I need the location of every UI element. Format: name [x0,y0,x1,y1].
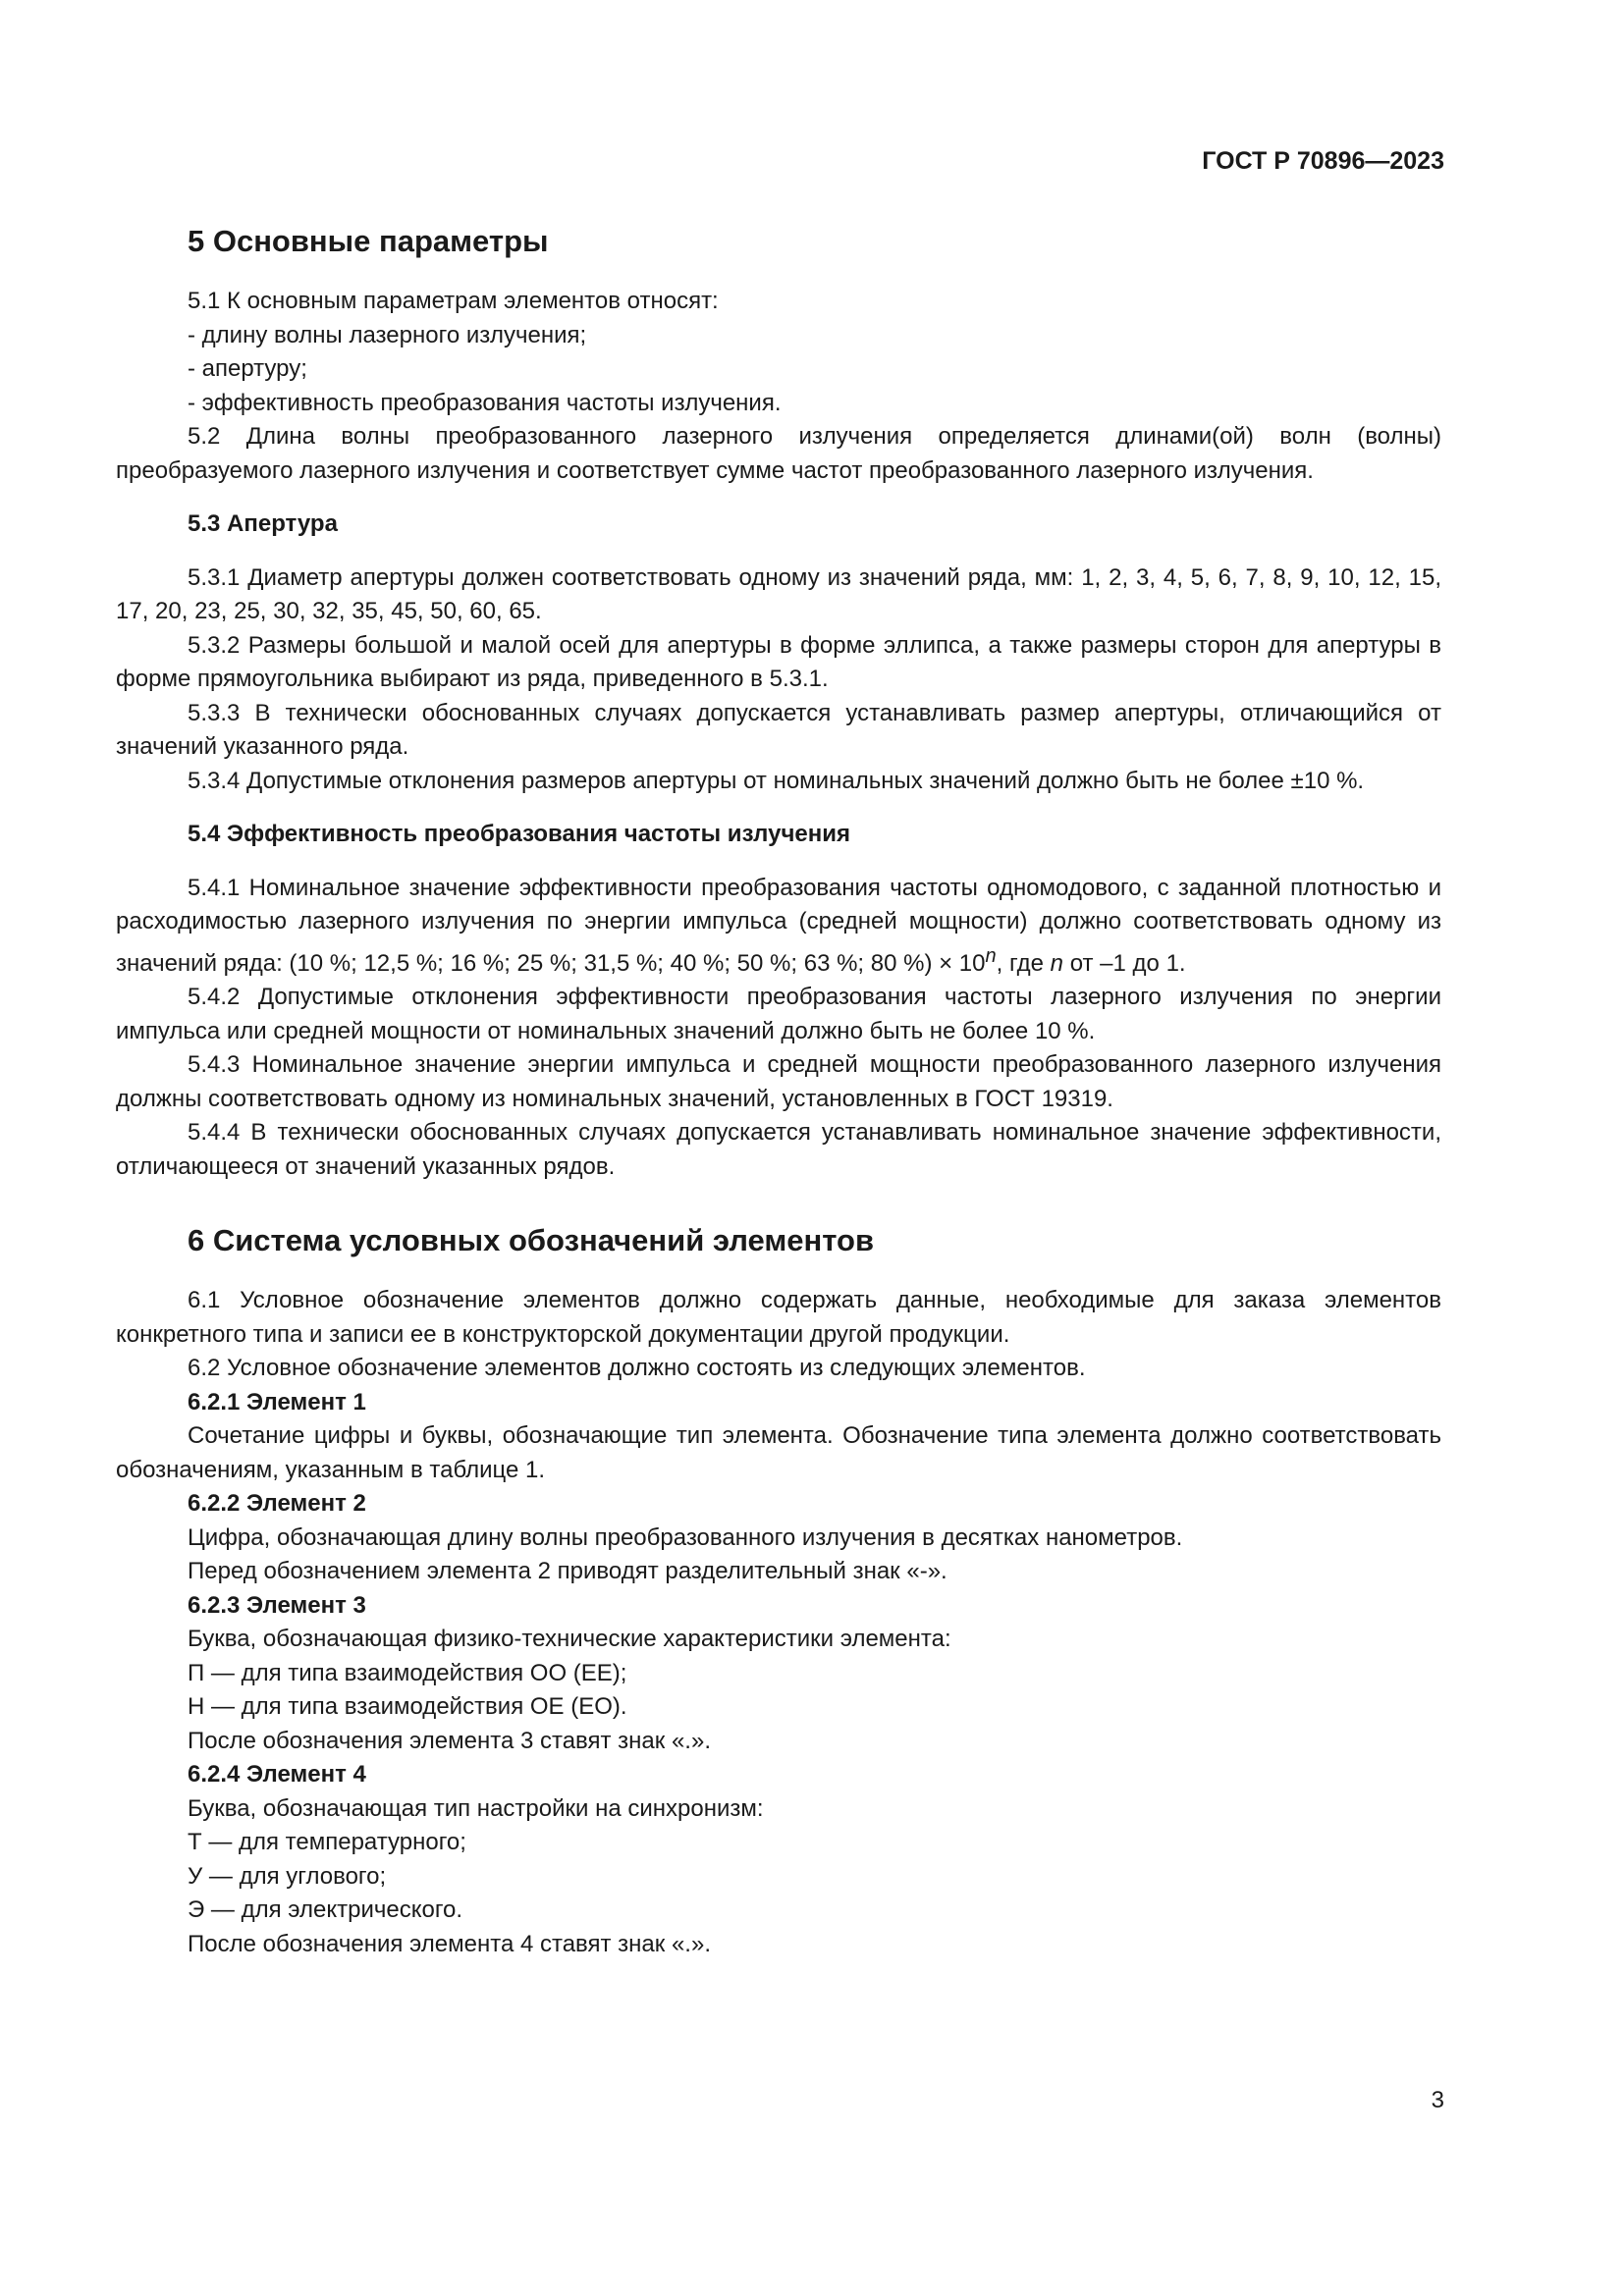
clause-6-2-4-b: Т — для температурного; [188,1829,466,1855]
page-number: 3 [1431,2087,1444,2113]
section-5-title: 5 Основные параметры [188,224,549,258]
clause-6-2-2-a: Цифра, обозначающая длину волны преобразованного излучения в десятках нанометров. [188,1523,1183,1551]
heading-6-2-4: 6.2.4 Элемент 4 [188,1761,366,1788]
heading-6-2-1: 6.2.1 Элемент 1 [188,1388,366,1415]
list-item: - длину волны лазерного излучения; [188,321,587,348]
clause-5-2: 5.2 Длина волны преобразованного лазерного излучения определяется длинами(ой) волн (волны) преобразуемого лазерного излучения и соответствует сумме частот преобразованного лазерного излучения. [116,423,1441,484]
page-content [116,222,1441,1961]
list-item: - эффективность преобразования частоты излучения. [188,389,782,416]
clause-5-4-3: 5.4.3 Номинальное значение энергии импульса и средней мощности преобразованного лазерного излучения должны соответствовать одному из номинальных значений, установленных в ГОСТ 19319. [116,1051,1441,1112]
clause-5-3-1: 5.3.1 Диаметр апертуры должен соответствовать одному из значений ряда, мм: 1, 2, 3, 4, 5, 6, 7, 8, 9, 10, 12, 15, 17, 20, 23, 25, 30, 32, 35, 45, 50, 60, 65. [116,563,1441,624]
document-id: ГОСТ Р 70896—2023 [1202,147,1444,175]
clause-6-2-4-c: У — для углового; [188,1862,387,1890]
clause-6-2-3-a: Буква, обозначающая физико-технические характеристики элемента: [188,1626,951,1652]
clause-5-4-1: 5.4.1 Номинальное значение эффективности преобразования частоты одномодового, с заданной плотностью и расходимостью лазерного излучения по энергии импульса (средней мощности) должно соответствовать одному из значений ряда: (10 %; 12,5 %; 16 %; 25 %; 31,5 %; 40 %; 50 %; 63 %; 80 %) × $10^n$, где n от –1 до 1. [116,874,1441,977]
clause-6-1: 6.1 Условное обозначение элементов должно содержать данные, необходимые для заказа элементов конкретного типа и записи ее в конструкторской документации другой продукции. [116,1287,1441,1348]
clause-5-3-2: 5.3.2 Размеры большой и малой осей для апертуры в форме эллипса, а также размеры сторон для апертуры в форме прямоугольника выбирают из ряда, приведенного в 5.3.1. [116,631,1441,692]
section-6-title: 6 Система условных обозначений элементов [188,1223,874,1257]
clause-5-4-2: 5.4.2 Допустимые отклонения эффективности преобразования частоты лазерного излучения по энергии импульса или средней мощности от номинальных значений должно быть не более 10 %. [116,984,1441,1044]
heading-6-2-2: 6.2.2 Элемент 2 [188,1490,366,1517]
clause-5-3-4: 5.3.4 Допустимые отклонения размеров апертуры от номинальных значений должно быть не более ±10 %. [188,767,1365,794]
clause-5-3-3: 5.3.3 В технически обоснованных случаях допускается устанавливать размер апертуры, отличающийся от значений указанного ряда. [116,699,1441,760]
clause-6-2-3-b: П — для типа взаимодействия ОО (ЕЕ); [188,1659,627,1686]
clause-6-2-1: Сочетание цифры и буквы, обозначающие тип элемента. Обозначение типа элемента должно соответствовать обозначениям, указанным в таблице 1. [116,1422,1441,1483]
list-item: - апертуру; [188,355,307,382]
clause-6-2-3-c: Н — для типа взаимодействия ОЕ (ЕО). [188,1693,627,1720]
heading-5-3: 5.3 Апертура [188,510,338,537]
clause-6-2-3-d: После обозначения элемента 3 ставят знак «.». [188,1727,711,1754]
clause-5-4-4: 5.4.4 В технически обоснованных случаях допускается устанавливать номинальное значение эффективности, отличающееся от значений указанных рядов. [116,1119,1441,1180]
variable-n: n [1050,949,1064,977]
clause-6-2-4-e: После обозначения элемента 4 ставят знак «.». [188,1930,711,1957]
clause-6-2-4-d: Э — для электрического. [188,1896,463,1923]
heading-5-4: 5.4 Эффективность преобразования частоты излучения [188,821,850,847]
clause-6-2: 6.2 Условное обозначение элементов должно состоять из следующих элементов. [188,1355,1086,1381]
clause-6-2-2-b: Перед обозначением элемента 2 приводят разделительный знак «-». [188,1558,947,1584]
exponent: n [985,944,997,967]
clause-5-1: 5.1 К основным параметрам элементов относят: [188,288,719,314]
clause-6-2-4-a: Буква, обозначающая тип настройки на синхронизм: [188,1794,764,1822]
heading-6-2-3: 6.2.3 Элемент 3 [188,1591,366,1619]
